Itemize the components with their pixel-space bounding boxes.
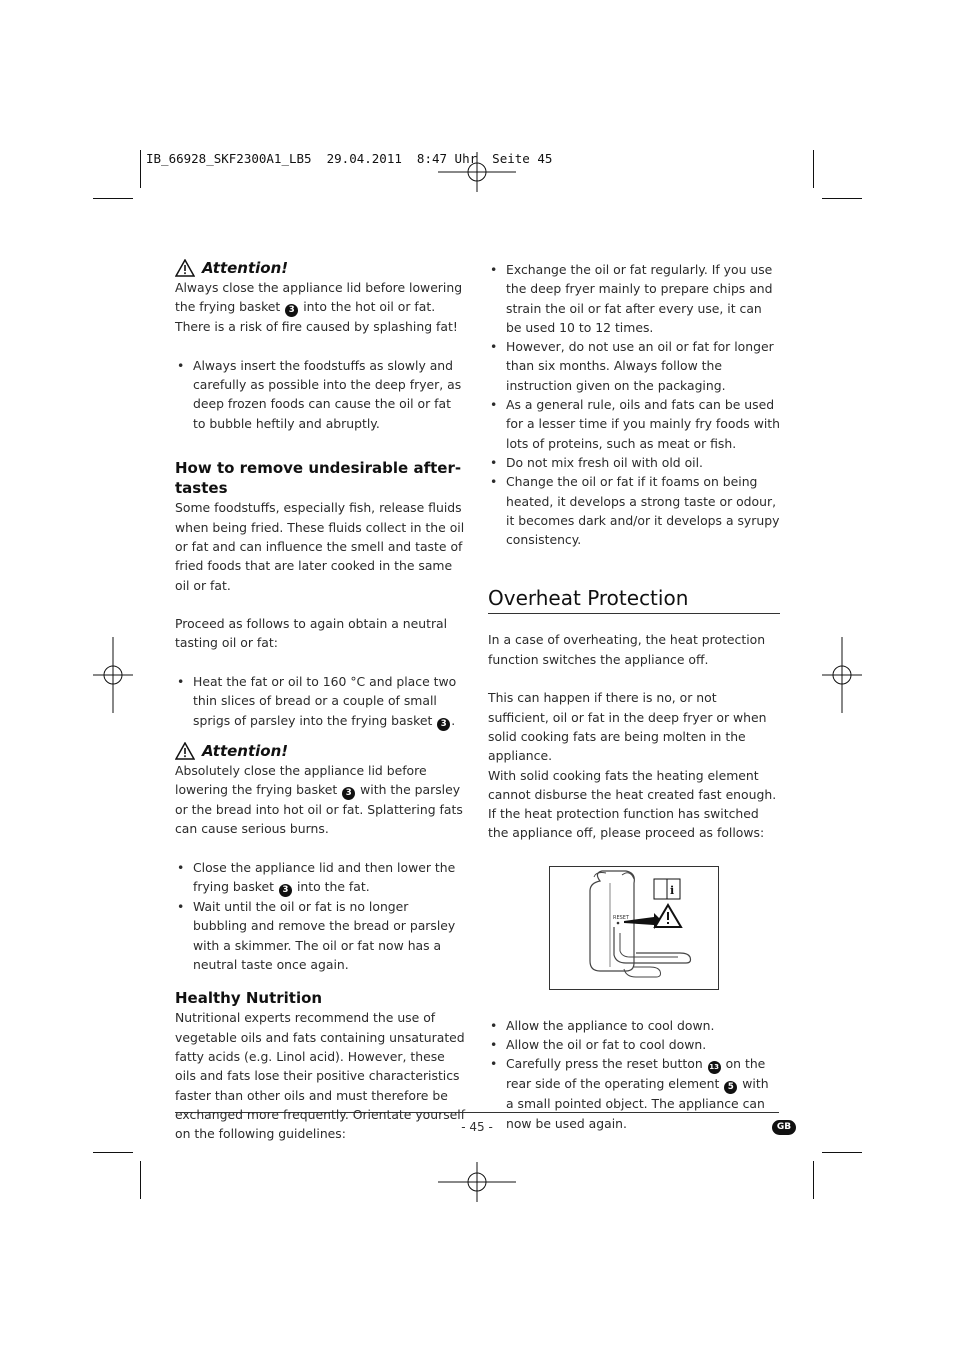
footer-rule <box>175 1112 779 1113</box>
paragraph: With solid cooking fats the heating element cannot disburse the heat created fast enough. <box>488 767 777 802</box>
attention-text: Absolutely close the appliance lid before lowering the frying basket 3 with the parsley or the bread into hot oil or fat. Splattering fats can cause serious burns. <box>175 762 463 837</box>
page-number: - 45 - <box>461 1120 493 1134</box>
bullet-list <box>175 672 466 731</box>
reset-button-figure <box>549 866 719 990</box>
attention-text: Always close the appliance lid before lowering the frying basket 3 into the hot oil or fat. There is a risk of fire caused by splashing fat! <box>175 280 463 335</box>
right-column <box>488 260 780 1133</box>
guidelines-list <box>488 260 780 549</box>
section-heading-overheat: Overheat Protection <box>488 585 780 614</box>
registration-mark-bottom <box>438 1162 516 1202</box>
paragraph: Nutritional experts recommend the use of vegetable oils and fats containing unsaturated fatty acids (e.g. Linol acid). However, these oils and fats lose their positive characteristics faster than other oils and must therefore be exchanged more frequently. Orientate yourself on the following guidelines: <box>175 1010 466 1142</box>
print-slug: IB_66928_SKF2300A1_LB5 29.04.2011 8:47 Uhr Seite 45 <box>146 151 553 166</box>
reset-label: RESET <box>613 914 630 921</box>
attention-title: Attention! <box>202 259 289 277</box>
ref-badge: 3 <box>437 718 450 731</box>
crop-mark <box>93 1152 133 1153</box>
bullet-list <box>175 356 466 433</box>
list-item: • Close the appliance lid and then lower the frying basket 3 into the fat. <box>175 858 466 897</box>
paragraph: In a case of overheating, the heat protection function switches the appliance off. <box>488 632 766 667</box>
ref-badge: 3 <box>279 884 292 897</box>
ref-badge: 3 <box>285 304 298 317</box>
list-item: • Always insert the foodstuffs as slowly and carefully as possible into the deep fryer, as deep frozen foods can cause the oil or fat to bubble heftily and abruptly. <box>175 356 466 433</box>
crop-mark <box>822 198 862 199</box>
paragraph: If the heat protection function has switched the appliance off, please proceed as follows: <box>488 806 765 841</box>
crop-mark <box>813 1161 814 1199</box>
warning-icon <box>175 259 195 277</box>
registration-mark-right <box>822 637 862 713</box>
registration-mark-left <box>93 637 133 713</box>
steps-list <box>488 1016 780 1133</box>
attention-title: Attention! <box>202 741 289 760</box>
crop-mark <box>140 1161 141 1199</box>
appliance-illustration <box>550 867 718 989</box>
svg-text:i: i <box>670 883 675 897</box>
ref-badge: 5 <box>724 1081 737 1094</box>
list-item: • Heat the fat or oil to 160 °C and place two thin slices of bread or a couple of small sprigs of parsley into the frying basket 3 . <box>175 672 466 731</box>
list-item: • Wait until the oil or fat is no longer bubbling and remove the bread or parsley with a skimmer. The oil or fat now has a neutral taste once again. <box>175 897 466 974</box>
attention-heading <box>175 741 466 761</box>
list-item: • Allow the oil or fat to cool down. <box>488 1035 780 1054</box>
list-item: • Exchange the oil or fat regularly. If you use the deep fryer mainly to prepare chips and strain the oil or fat after every use, it can be used 10 to 12 times. <box>488 260 780 337</box>
crop-mark <box>813 150 814 188</box>
list-item: • Allow the appliance to cool down. <box>488 1016 780 1035</box>
left-column <box>175 258 466 1143</box>
list-item: • Change the oil or fat if it foams on being heated, it develops a strong taste or odour, it becomes dark and/or it develops a syrupy consistency. <box>488 472 780 549</box>
language-badge: GB <box>772 1120 796 1135</box>
list-item: • Carefully press the reset button 13 on the rear side of the operating element 5 with a small pointed object. The appliance can now be used again. <box>488 1054 780 1133</box>
bullet-list <box>175 858 466 974</box>
reset-button <box>617 921 620 924</box>
section-heading-aftertastes: How to remove undesirable after-tastes <box>175 459 462 498</box>
ref-badge: 3 <box>342 787 355 800</box>
paragraph: Proceed as follows to again obtain a neutral tasting oil or fat: <box>175 616 448 651</box>
section-heading-nutrition: Healthy Nutrition <box>175 989 323 1008</box>
warning-icon <box>175 742 195 760</box>
list-item: • However, do not use an oil or fat for longer than six months. Always follow the instruction given on the packaging. <box>488 337 780 395</box>
crop-mark <box>140 150 141 188</box>
ref-badge: 13 <box>708 1061 721 1074</box>
paragraph: This can happen if there is no, or not sufficient, oil or fat in the deep fryer or when solid cooking fats are being molten in the appliance. <box>488 690 767 764</box>
list-item: • Do not mix fresh oil with old oil. <box>488 453 780 472</box>
crop-mark <box>822 1152 862 1153</box>
attention-heading <box>175 258 466 278</box>
crop-mark <box>93 198 133 199</box>
paragraph: Some foodstuffs, especially fish, release fluids when being fried. These fluids collect in the oil or fat and can influence the smell and taste of fried foods that are later cooked in the same oil or fat. <box>175 500 465 593</box>
list-item: • As a general rule, oils and fats can be used for a lesser time if you mainly fry foods with lots of proteins, such as meat or fish. <box>488 395 780 453</box>
